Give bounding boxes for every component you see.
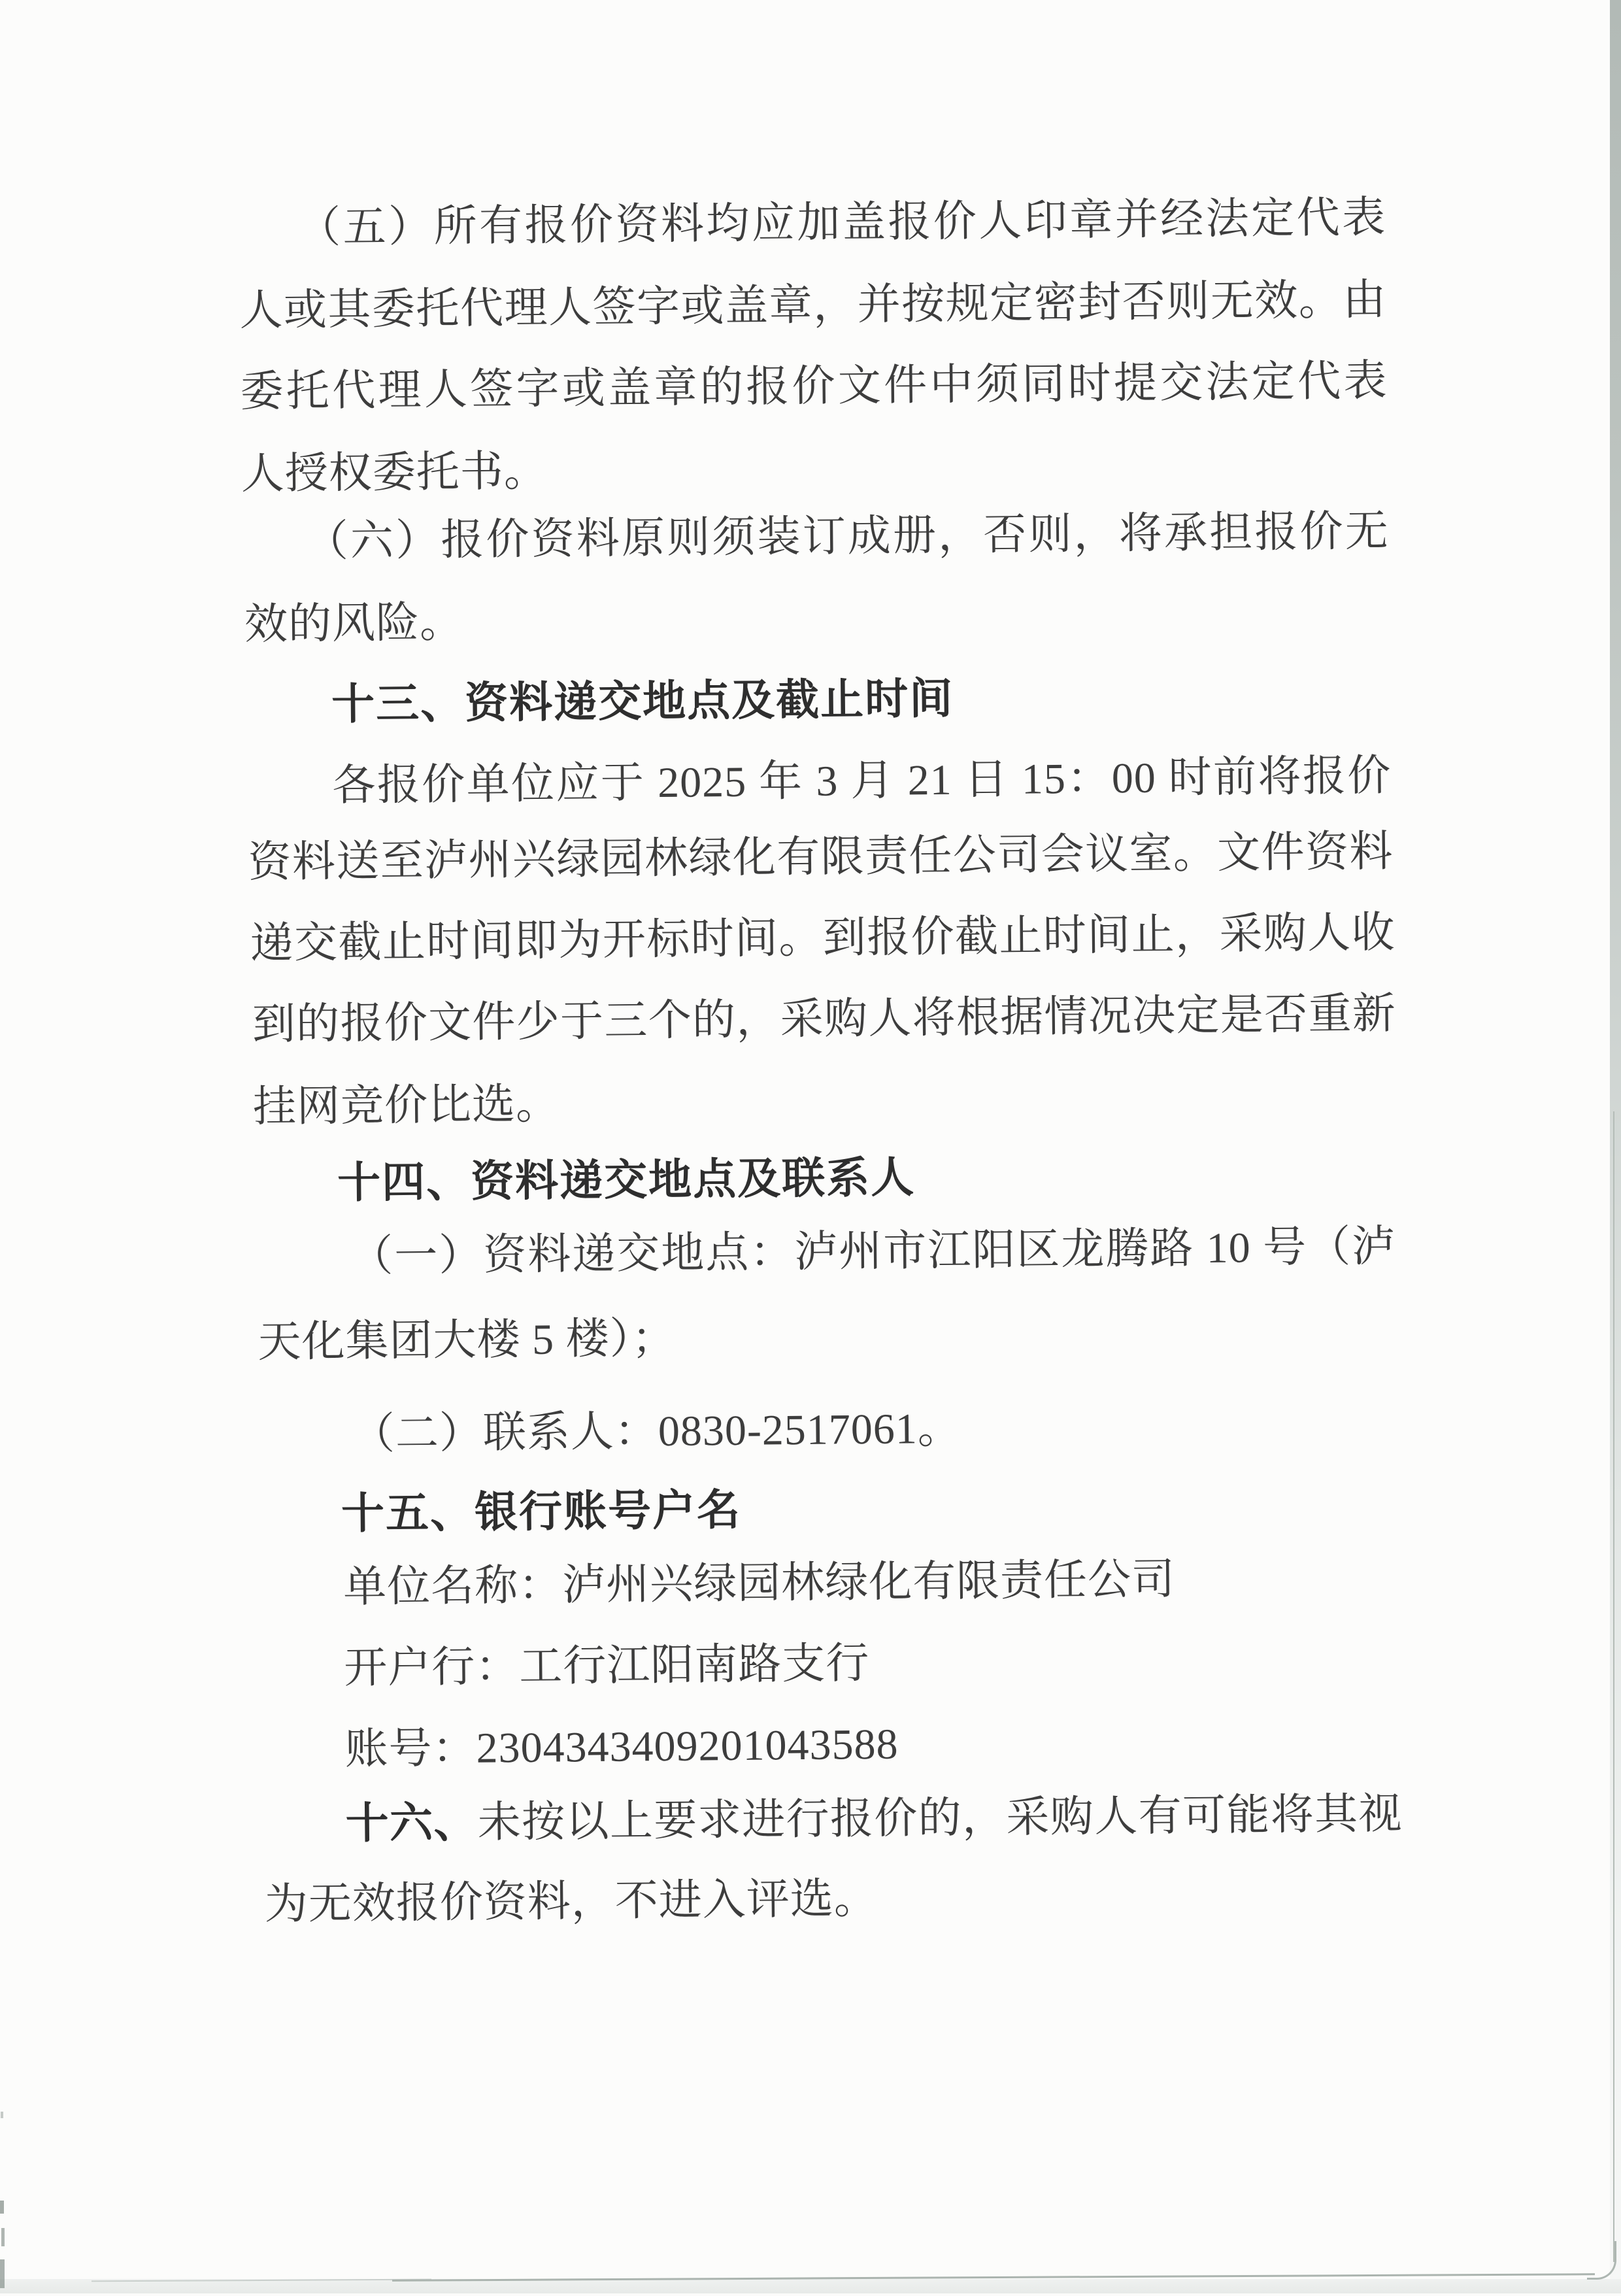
scanner-bottom-band (0, 2279, 1621, 2293)
text-line: （一）资料递交地点：泸州市江阳区龙腾路 10 号（泸 (349, 1223, 1396, 1281)
text-line: （五）所有报价资料均应加盖报价人印章并经法定代表 (297, 194, 1386, 252)
text-line: 单位名称：泸州兴绿园林绿化有限责任公司 (343, 1555, 1176, 1612)
scan-speck (1, 2228, 5, 2246)
section-heading: 十三、资料递交地点及截止时间 (331, 673, 954, 728)
page-right-edge-line (1613, 1111, 1614, 2262)
section-heading: 十五、银行账号户名 (341, 1485, 742, 1538)
text-line: 到的报价文件少于三个的，采购人将根据情况决定是否重新 (252, 990, 1397, 1049)
text-line: 挂网竞价比选。 (252, 1080, 560, 1131)
scanner-edge-strip (1610, 0, 1621, 2293)
text-line: 人授权委托书。 (241, 447, 548, 499)
text-line: 效的风险。 (244, 598, 464, 649)
text-run: 未按以上要求进行报价的，采购人有可能将其视 (477, 1790, 1403, 1847)
text-line: 资料送至泸州兴绿园林绿化有限责任公司会议室。文件资料 (248, 828, 1394, 887)
text-line (345, 1788, 1403, 1849)
text-line: 为无效报价资料，不进入评选。 (264, 1874, 878, 1929)
run-in-heading: 十六、 (345, 1797, 478, 1848)
section-heading: 十四、资料递交地点及联系人 (337, 1153, 916, 1207)
text-line: 人或其委托代理人签字或盖章，并按规定密封否则无效。由 (239, 276, 1387, 335)
text-line: 天化集团大楼 5 楼）； (258, 1314, 676, 1366)
text-line: 账号：2304343409201043588 (344, 1720, 899, 1774)
text-line: 委托代理人签字或盖章的报价文件中须同时提交法定代表 (240, 357, 1388, 416)
scan-speck (1, 2112, 3, 2118)
text-line: （二）联系人：0830-2517061。 (351, 1404, 962, 1459)
scan-speck (0, 2259, 5, 2288)
scan-speck (0, 2201, 4, 2214)
text-line: 递交截止时间即为开标时间。到报价截止时间止，采购人收 (250, 909, 1395, 968)
text-line: 各报价单位应于 2025 年 3 月 21 日 15：00 时前将报价 (332, 752, 1392, 810)
text-line: （六）报价资料原则须装订成册，否则，将承担报价无 (305, 507, 1390, 566)
text-line: 开户行：工行江阳南路支行 (343, 1639, 870, 1693)
